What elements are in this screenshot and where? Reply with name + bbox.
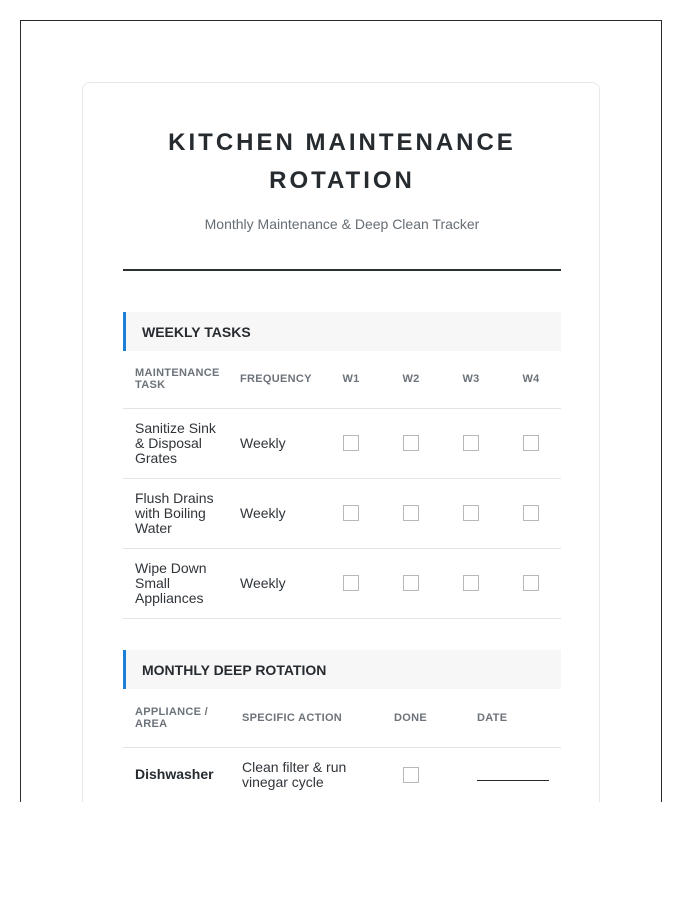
tracker-card <box>82 82 600 802</box>
weekly-tasks-table <box>123 351 561 619</box>
checkbox-w4[interactable] <box>523 505 539 521</box>
task-name: Flush Drains with Boiling Water <box>123 478 228 548</box>
checkbox-w2[interactable] <box>403 505 419 521</box>
column-header-date: DATE <box>463 689 561 747</box>
table-row <box>123 747 561 802</box>
table-header-row <box>123 351 561 408</box>
column-header-w2: W2 <box>381 351 441 408</box>
section-title-monthly: MONTHLY DEEP ROTATION <box>142 661 327 678</box>
task-name: Wipe Down Small Appliances <box>123 548 228 618</box>
checkbox-w3[interactable] <box>463 505 479 521</box>
checkbox-done[interactable] <box>403 767 419 783</box>
column-header-frequency: FREQUENCY <box>228 351 321 408</box>
monthly-rotation-table <box>123 689 561 802</box>
page-subtitle: Monthly Maintenance & Deep Clean Tracker <box>204 216 480 232</box>
column-header-done: DONE <box>358 689 463 747</box>
checkbox-w4[interactable] <box>523 575 539 591</box>
column-header-w3: W3 <box>441 351 501 408</box>
page-viewport <box>20 20 662 802</box>
column-header-w1: W1 <box>321 351 381 408</box>
column-header-action: SPECIFIC ACTION <box>230 689 358 747</box>
task-frequency: Weekly <box>228 408 321 478</box>
checkbox-w1[interactable] <box>343 435 359 451</box>
checkbox-w4[interactable] <box>523 435 539 451</box>
table-header-row <box>123 689 561 747</box>
title-divider <box>123 269 561 271</box>
specific-action: Clean filter & run vinegar cycle <box>230 747 358 802</box>
column-header-task: MAINTENANCE TASK <box>123 351 228 408</box>
section-header-monthly <box>123 650 561 689</box>
task-name: Sanitize Sink & Disposal Grates <box>123 408 228 478</box>
checkbox-w1[interactable] <box>343 505 359 521</box>
task-frequency: Weekly <box>228 478 321 548</box>
checkbox-w2[interactable] <box>403 435 419 451</box>
table-row <box>123 408 561 478</box>
section-title-weekly: WEEKLY TASKS <box>142 323 251 340</box>
table-row <box>123 478 561 548</box>
checkbox-w1[interactable] <box>343 575 359 591</box>
task-frequency: Weekly <box>228 548 321 618</box>
table-row <box>123 548 561 618</box>
checkbox-w3[interactable] <box>463 435 479 451</box>
checkbox-w2[interactable] <box>403 575 419 591</box>
section-header-weekly <box>123 312 561 351</box>
checkbox-w3[interactable] <box>463 575 479 591</box>
column-header-area: APPLIANCE / AREA <box>123 689 230 747</box>
date-entry-line[interactable] <box>477 780 549 781</box>
page-title: KITCHEN MAINTENANCE ROTATION <box>168 129 516 194</box>
column-header-w4: W4 <box>501 351 561 408</box>
area-name: Dishwasher <box>123 747 230 802</box>
